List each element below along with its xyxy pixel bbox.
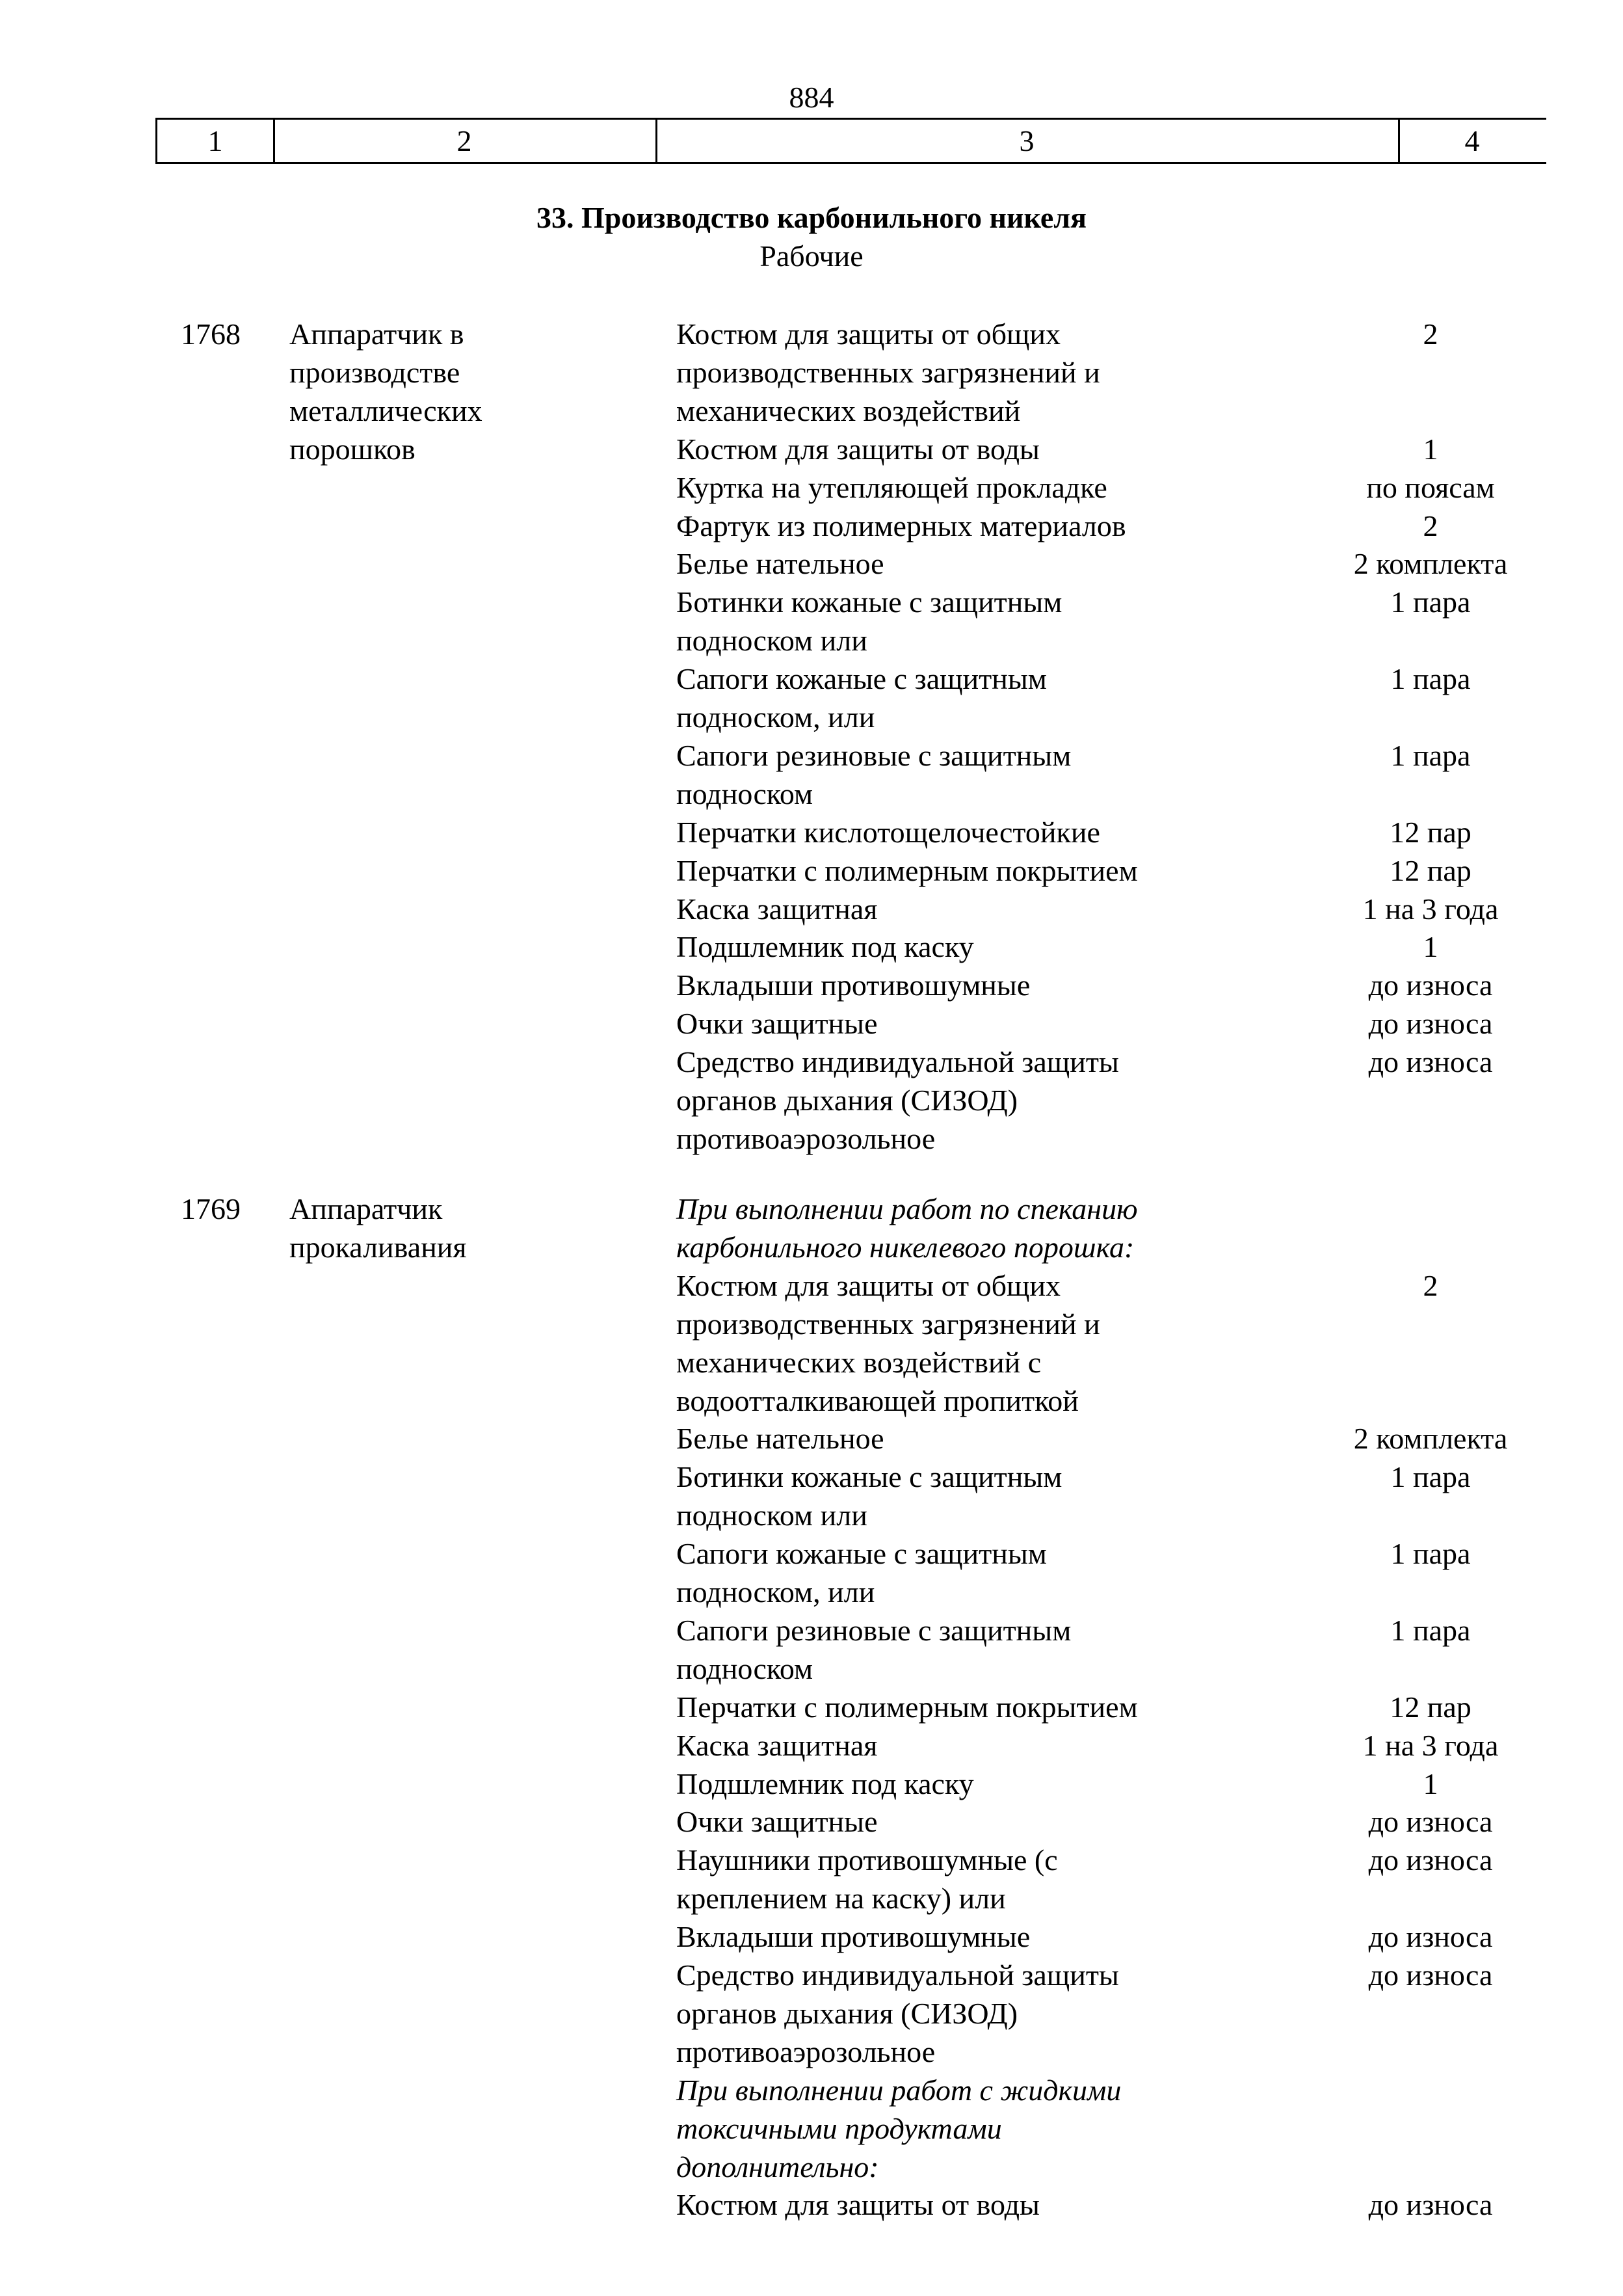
item-text-line: Наушники противошумные (с [676,1843,1058,1877]
item-text-line: органов дыхания (СИЗОД) [676,1084,1018,1117]
ppe-item-quantity: 1 [1423,930,1438,964]
ppe-item-name [676,1726,1261,1765]
ppe-item-name [676,468,1261,507]
item-text-line: Очки защитные [676,1007,878,1041]
section-title: 33. Производство карбонильного никеля [536,201,1087,234]
ppe-item-quantity: 1 пара [1390,1460,1471,1494]
item-text-line: При выполнении работ по спеканию [676,1192,1138,1225]
column-header-2: 2 [456,124,472,157]
ppe-item-name [676,1043,1261,1158]
column-header-1: 1 [207,124,223,157]
page-number: 884 [789,81,834,114]
item-text-line: Перчатки с полимерным покрытием [676,1690,1138,1724]
item-text-line: Перчатки кислотощелочестойкие [676,815,1100,849]
ppe-item-name [676,1458,1261,1534]
entry-role [289,1190,467,1266]
ppe-item-name [676,1802,1261,1841]
entry-role-line: прокаливания [289,1231,467,1264]
ppe-item-name [676,813,1261,851]
ppe-item-name [676,890,1261,928]
ppe-item-quantity: 2 [1423,317,1438,351]
ppe-item-name [676,1688,1261,1726]
item-text-line: Вкладыши противошумные [676,1920,1031,1954]
ppe-item-quantity: 12 пар [1390,815,1471,849]
ppe-item-quantity: до износа [1368,968,1493,1002]
ppe-item-name [676,507,1261,545]
ppe-item-name [676,1765,1261,1803]
ppe-item-name [676,1917,1261,1956]
ppe-item-name [676,1266,1261,1420]
ppe-item-quantity: 12 пар [1390,853,1471,887]
entry-role [289,315,482,468]
entry-number: 1769 [181,1192,241,1225]
column-header-row [157,118,1546,164]
item-text-line: Костюм для защиты от воды [676,2188,1040,2222]
item-text-line: дополнительно: [676,2150,879,2183]
item-text-line: Белье нательное [676,547,884,581]
item-text-line: Костюм для защиты от общих [676,317,1061,351]
item-text-line: Сапоги резиновые с защитным [676,738,1072,772]
item-text-line: противоаэрозольное [676,1122,936,1156]
item-text-line: Подшлемник под каску [676,1767,974,1800]
ppe-item-quantity: до износа [1368,1958,1493,1992]
ppe-item-quantity: 2 [1423,509,1438,542]
item-text-line: подноском, или [676,1575,875,1609]
item-text-line: Средство индивидуальной защиты [676,1958,1119,1992]
entry-role-line: металлических [289,394,482,427]
ppe-item-quantity: до износа [1368,2188,1493,2222]
item-text-line: подноском или [676,624,867,658]
ppe-item-name [676,430,1261,468]
ppe-item-quantity: 2 комплекта [1353,547,1508,581]
item-text-line: Ботинки кожаные с защитным [676,1460,1062,1494]
item-text-line: При выполнении работ с жидкими [676,2073,1122,2107]
item-text-line: Белье нательное [676,1422,884,1456]
entry-role-line: Аппаратчик в [289,317,464,351]
ppe-item-quantity: до износа [1368,1007,1493,1041]
entry-role-line: порошков [289,433,416,466]
column-header-3: 3 [1019,124,1035,157]
ppe-item-quantity: до износа [1368,1805,1493,1839]
ppe-item-quantity: 1 пара [1390,1613,1471,1647]
item-text-line: Перчатки с полимерным покрытием [676,853,1138,887]
ppe-item-quantity: 1 [1423,432,1438,466]
item-text-line: Каска защитная [676,892,878,926]
item-text-line: Очки защитные [676,1805,878,1839]
item-text-line: токсичными продуктами [676,2111,1002,2145]
ppe-item-name [676,660,1261,736]
ppe-item-quantity: до износа [1368,1920,1493,1954]
ppe-item-quantity: 2 комплекта [1353,1422,1508,1456]
ppe-item-quantity: 1 [1423,1767,1438,1800]
ppe-item-quantity: 12 пар [1390,1690,1471,1724]
ppe-item-quantity: 1 пара [1390,738,1471,772]
entry-number: 1768 [181,317,241,351]
ppe-item-name [676,583,1261,660]
ppe-item-name [676,851,1261,890]
item-text-line: водоотталкивающей пропиткой [676,1383,1079,1417]
ppe-item-name [676,1611,1261,1688]
item-text-line: карбонильного никелевого порошка: [676,1231,1135,1264]
ppe-item-quantity: по поясам [1366,470,1495,504]
section-subtitle: Рабочие [759,239,864,273]
item-text-line: Средство индивидуальной защиты [676,1045,1119,1079]
ppe-item-name [676,315,1261,430]
ppe-item-quantity: 1 на 3 года [1362,892,1499,926]
ppe-item-quantity: 1 пара [1390,1537,1471,1571]
item-text-line: производственных загрязнений и [676,356,1100,389]
item-text-line: Ботинки кожаные с защитным [676,585,1062,619]
ppe-item-name [676,1419,1261,1458]
item-text-line: механических воздействий с [676,1345,1042,1379]
ppe-item-quantity: 2 [1423,1268,1438,1302]
item-text-line: противоаэрозольное [676,2035,936,2068]
column-header-4: 4 [1464,124,1480,157]
item-text-line: Фартук из полимерных материалов [676,509,1126,542]
item-text-line: Сапоги кожаные с защитным [676,662,1047,696]
ppe-item-quantity: до износа [1368,1045,1493,1079]
item-text-line: производственных загрязнений и [676,1307,1100,1341]
item-text-line: Подшлемник под каску [676,930,974,964]
ppe-item-name [676,2185,1261,2224]
item-text-line: подноском или [676,1499,867,1532]
item-text-line: Каска защитная [676,1728,878,1762]
ppe-item-name [676,1534,1261,1611]
item-text-line: Сапоги кожаные с защитным [676,1537,1047,1571]
item-text-line: органов дыхания (СИЗОД) [676,1997,1018,2030]
item-text-line: подноском [676,1651,813,1685]
item-text-line: Костюм для защиты от общих [676,1268,1061,1302]
ppe-item-name [676,928,1261,966]
ppe-item-name [676,1841,1261,1917]
item-text-line: Сапоги резиновые с защитным [676,1613,1072,1647]
item-text-line: подноском, или [676,701,875,734]
entry-role-line: производстве [289,356,460,389]
ppe-item-name [676,966,1261,1004]
entry-role-line: Аппаратчик [289,1192,443,1225]
item-text-line: подноском [676,777,813,810]
ppe-item-quantity: 1 пара [1390,585,1471,619]
ppe-item-quantity: 1 на 3 года [1362,1728,1499,1762]
ppe-item-name [676,544,1261,583]
ppe-item-name [676,1956,1261,2071]
item-text-line: механических воздействий [676,394,1021,427]
ppe-item-name [676,736,1261,813]
condition-note [676,1190,1261,1266]
ppe-item-quantity: до износа [1368,1843,1493,1877]
item-text-line: Костюм для защиты от воды [676,432,1040,466]
ppe-item-quantity: 1 пара [1390,662,1471,696]
item-text-line: Куртка на утепляющей прокладке [676,470,1107,504]
item-text-line: креплением на каску) или [676,1882,1006,1916]
ppe-item-name [676,1004,1261,1043]
condition-note [676,2071,1261,2186]
item-text-line: Вкладыши противошумные [676,968,1031,1002]
